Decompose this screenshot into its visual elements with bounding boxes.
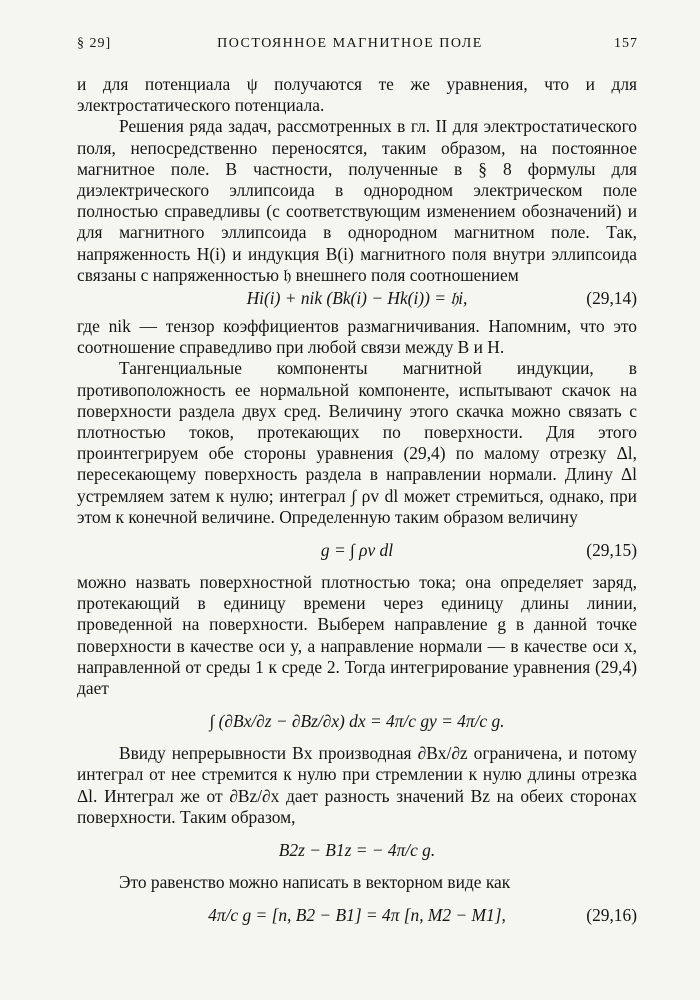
page-number: 157: [614, 36, 638, 51]
equation: [77, 288, 637, 314]
equation: [77, 701, 637, 741]
paragraph: Тангенциальные компоненты магнитной индукции, в противоположность ее нормальной компоненте, испытывают скачок на поверхности раздела двух сред. Величину этого скачка можно связать с плотностью токов, протекающих по поверхности. Для этого проинтегрируем обе стороны уравнения (29,4) по малому отрезку Δl, пересекающему поверхность раздела в направлении нормали. Длину Δl устремляем затем к нулю; интеграл ∫ ρv dl может стремиться, однако, при этом к конечной величине. Определенную таким образом величину: [77, 358, 637, 527]
equation-formula: B2z − B1z = − 4π/c g.: [278, 840, 436, 861]
equation-number: (29,16): [586, 905, 637, 926]
section-ref: § 29]: [77, 36, 112, 51]
paragraph: и для потенциала ψ получаются те же уравнения, что и для электростатического потенциала.: [77, 74, 637, 116]
body-text: [77, 74, 637, 937]
paragraph: где nik — тензор коэффициентов размагничивания. Напомним, что это соотношение справедливо при любой связи между B и H.: [77, 316, 637, 358]
running-title: ПОСТОЯННОЕ МАГНИТНОЕ ПОЛЕ: [217, 36, 483, 51]
paragraph: можно назвать поверхностной плотностью тока; она определяет заряд, протекающий в единицу времени через единицу длины линии, проведенной на поверхности. Выберем направление g в данной точке поверхности в качестве оси y, а направление нормали — в качестве оси x, направленной от среды 1 к среде 2. Тогда интегрирование уравнения (29,4) дает: [77, 572, 637, 699]
equation-number: (29,15): [586, 540, 637, 561]
equation-formula: g = ∫ ρv dl: [320, 540, 394, 561]
paragraph: Решения ряда задач, рассмотренных в гл. II для электростатического поля, непосредственно переносятся, таким образом, на постоянное магнитное поле. В частности, полученные в § 8 формулы для диэлектрического эллипсоида в однородном электрическом поле полностью справедливы (с соответствующим изменением обозначений) и для магнитного эллипсоида в однородном магнитном поле. Так, напряженность H(i) и индукция B(i) магнитного поля внутри эллипсоида связаны с напряженностью 𝔥 внешнего поля соотношением: [77, 116, 637, 285]
equation-number: (29,14): [586, 288, 637, 309]
paragraph: Это равенство можно написать в векторном виде как: [119, 872, 511, 893]
equation-formula: Hi(i) + nik (Bk(i) − Hk(i)) = 𝔥i,: [246, 288, 468, 309]
equation: [77, 895, 637, 935]
equation-formula: 4π/c g = [n, B2 − B1] = 4π [n, M2 − M1],: [208, 905, 506, 926]
paragraph: Ввиду непрерывности Bx производная ∂Bx/∂z ограничена, и потому интеграл от нее стремится к нулю при стремлении к нулю длины отрезка Δl. Интеграл же от ∂Bz/∂x дает разность значений Bz на обеих сторонах поверхности. Таким образом,: [77, 743, 637, 827]
equation: [77, 530, 637, 570]
equation: [77, 830, 637, 870]
equation-formula: ∫ (∂Bx/∂z − ∂Bz/∂x) dx = 4π/c gy = 4π/c g.: [209, 711, 505, 732]
